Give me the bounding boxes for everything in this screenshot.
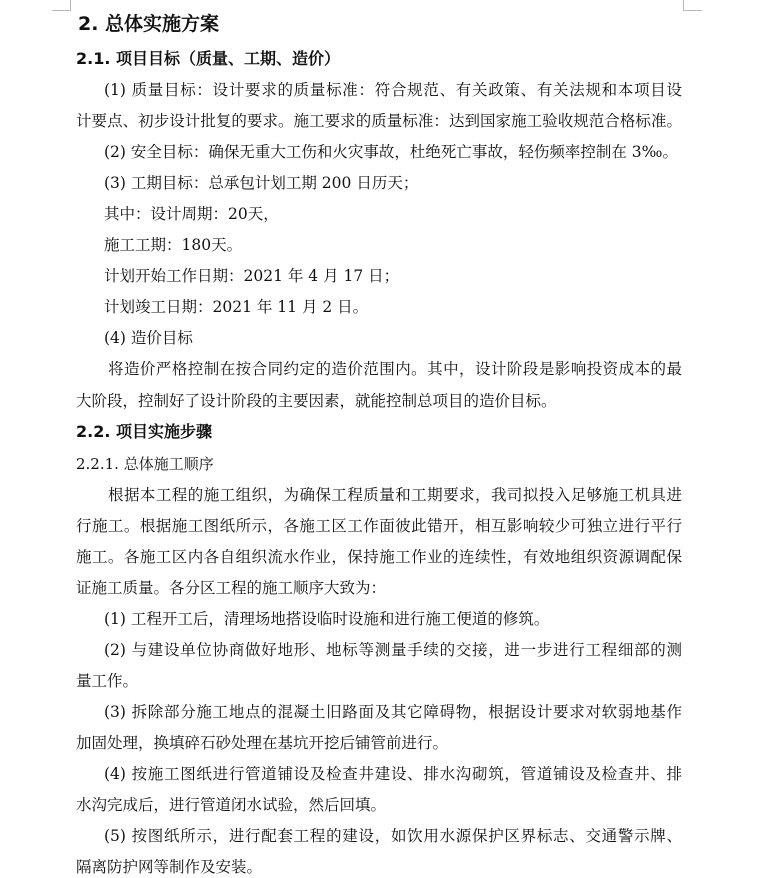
plan-start: 计划开始工作日期：2021 年 4 月 17 日；: [104, 267, 400, 285]
step1: (1) 工程开工后，清理场地搭设临时设施和进行施工便道的修筑。: [104, 610, 550, 628]
step3-line1: (3) 拆除部分施工地点的混凝土旧路面及其它障碍物，根据设计要求对软弱地基作: [104, 703, 682, 721]
heading-2-2-1: 2.2.1. 总体施工顺序: [76, 455, 214, 473]
goal1-line2: 计要点、初步设计批复的要求。施工要求的质量标准：达到国家施工验收规范合格标准。: [76, 112, 682, 130]
step2-line2: 量工作。: [76, 672, 139, 690]
step4-line1: (4) 按施工图纸进行管道铺设及检查井建设、排水沟砌筑，管道铺设及检查井、排: [104, 765, 682, 783]
cost-line2: 大阶段，控制好了设计阶段的主要因素，就能控制总项目的造价目标。: [76, 392, 557, 410]
goal4: (4) 造价目标: [104, 329, 193, 347]
intro-line2: 行施工。根据施工图纸所示，各施工区工作面彼此错开，相互影响较少可独立进行平行: [76, 517, 682, 535]
plan-finish: 计划竣工日期：2021 年 11 月 2 日。: [104, 298, 369, 316]
heading-2: 2. 总体实施方案: [78, 13, 220, 35]
intro-line4: 证施工质量。各分区工程的施工顺序大致为：: [76, 579, 387, 597]
step5-line1: (5) 按图纸所示，进行配套工程的建设，如饮用水源保护区界标志、交通警示牌、: [104, 827, 682, 845]
design-period: 其中：设计周期：20天，: [104, 205, 279, 223]
cost-line1: 将造价严格控制在按合同约定的造价范围内。其中，设计阶段是影响投资成本的最: [108, 360, 682, 378]
margin-corner-mark-left: [52, 0, 71, 11]
step3-line2: 加固处理，换填碎石砂处理在基坑开挖后铺管前进行。: [76, 734, 449, 752]
heading-2-1: 2.1. 项目目标（质量、工期、造价）: [76, 49, 340, 68]
step4-line2: 水沟完成后，进行管道闭水试验，然后回填。: [76, 796, 387, 814]
goal3: (3) 工期目标：总承包计划工期 200 日历天；: [104, 174, 419, 192]
step5-line2: 隔离防护网等制作及安装。: [76, 858, 263, 876]
intro-line1: 根据本工程的施工组织，为确保工程质量和工期要求，我司拟投入足够施工机具进: [108, 486, 682, 504]
construction-period: 施工工期：180天。: [104, 236, 243, 254]
goal2: (2) 安全目标：确保无重大工伤和火灾事故，杜绝死亡事故，轻伤频率控制在 3‰。: [104, 143, 678, 161]
heading-2-2: 2.2. 项目实施步骤: [76, 422, 212, 441]
step2-line1: (2) 与建设单位协商做好地形、地标等测量手续的交接，进一步进行工程细部的测: [104, 641, 682, 659]
margin-corner-mark-right: [683, 0, 702, 11]
goal1-line1: (1) 质量目标：设计要求的质量标准：符合规范、有关政策、有关法规和本项目设: [104, 81, 682, 99]
intro-line3: 施工。各施工区内各自组织流水作业，保持施工作业的连续性，有效地组织资源调配保: [76, 548, 682, 566]
